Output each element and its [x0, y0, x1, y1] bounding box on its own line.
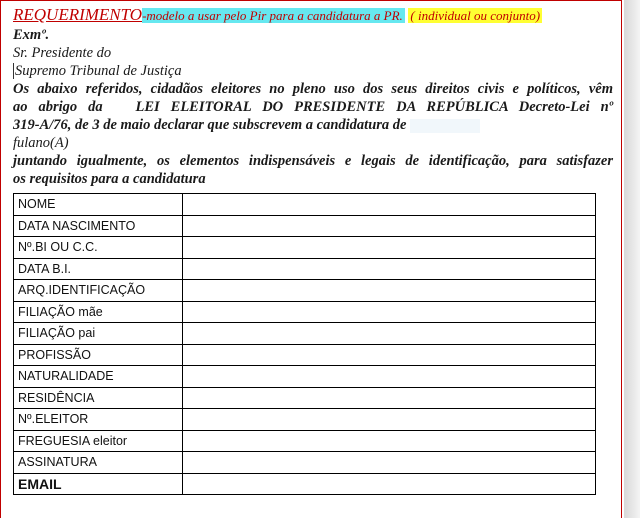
table-row [14, 280, 596, 302]
field-label: ARQ.IDENTIFICAÇÃO [14, 280, 183, 302]
field-value-cell[interactable] [183, 409, 596, 431]
field-label: FILIAÇÃO mãe [14, 301, 183, 323]
field-label: Nº.BI OU C.C. [14, 237, 183, 259]
law-reference: LEI ELEITORAL DO PRESIDENTE DA REPÚBLICA Decreto-Lei nº [135, 99, 614, 115]
addressee-line-1: Sr. Presidente do [13, 45, 112, 61]
body-line-4: juntando igualmente, os elementos indispensáveis e legais de identificação, para satisfazer [13, 153, 613, 169]
body-line-3-text: 319-A/76, de 3 de maio declarar que subscrevem a candidatura de [13, 117, 407, 133]
body-line-5: os requisitos para a candidatura [13, 171, 206, 187]
table-row [14, 237, 596, 259]
table-row [14, 215, 596, 237]
table-row [14, 366, 596, 388]
document-title [13, 4, 613, 26]
field-value-cell[interactable] [183, 323, 596, 345]
field-label: NOME [14, 194, 183, 216]
table-row [14, 387, 596, 409]
addressee-line-2 [13, 62, 613, 80]
title-yellow-highlight: ( individual ou conjunto) [410, 8, 541, 23]
field-value-cell[interactable] [183, 344, 596, 366]
body-line-2-start: ao abrigo da [13, 99, 103, 115]
table-row [14, 452, 596, 474]
identification-table [13, 193, 596, 495]
title-main: REQUERIMENTO [13, 5, 143, 24]
table-row [14, 258, 596, 280]
field-label: EMAIL [14, 473, 183, 495]
field-label: FREGUESIA eleitor [14, 430, 183, 452]
field-label: DATA B.I. [14, 258, 183, 280]
field-label: RESIDÊNCIA [14, 387, 183, 409]
title-cyan-highlight: -modelo a usar pelo Pir para a candidatura a PR. [142, 8, 403, 23]
field-value-cell[interactable] [183, 387, 596, 409]
field-label: FILIAÇÃO pai [14, 323, 183, 345]
field-value-cell[interactable] [183, 280, 596, 302]
candidate-blank-field[interactable] [410, 119, 480, 133]
table-row [14, 409, 596, 431]
table-row [14, 344, 596, 366]
field-label: DATA NASCIMENTO [14, 215, 183, 237]
field-value-cell[interactable] [183, 430, 596, 452]
field-label: Nº.ELEITOR [14, 409, 183, 431]
field-value-cell[interactable] [183, 258, 596, 280]
page-edge-shadow [624, 0, 640, 518]
table-row [14, 323, 596, 345]
body-line-1: Os abaixo referidos, cidadãos eleitores no pleno uso dos seus direitos civis e políticos, vêm [13, 81, 613, 97]
table-row [14, 194, 596, 216]
field-value-cell[interactable] [183, 452, 596, 474]
table-row [14, 430, 596, 452]
candidate-name: fulano(A) [13, 135, 69, 151]
field-value-cell[interactable] [183, 237, 596, 259]
field-label: ASSINATURA [14, 452, 183, 474]
field-value-cell[interactable] [183, 473, 596, 495]
table-row [14, 301, 596, 323]
field-label: NATURALIDADE [14, 366, 183, 388]
field-label: PROFISSÃO [14, 344, 183, 366]
table-row [14, 473, 596, 495]
field-value-cell[interactable] [183, 194, 596, 216]
document-body[interactable] [13, 4, 613, 188]
addressee-text: Supremo Tribunal de Justiça [15, 63, 182, 79]
body-line-3 [13, 116, 613, 134]
text-cursor [13, 63, 14, 79]
field-value-cell[interactable] [183, 301, 596, 323]
salutation: Exmº. [13, 27, 50, 43]
field-value-cell[interactable] [183, 215, 596, 237]
body-line-2 [13, 98, 613, 116]
field-value-cell[interactable] [183, 366, 596, 388]
